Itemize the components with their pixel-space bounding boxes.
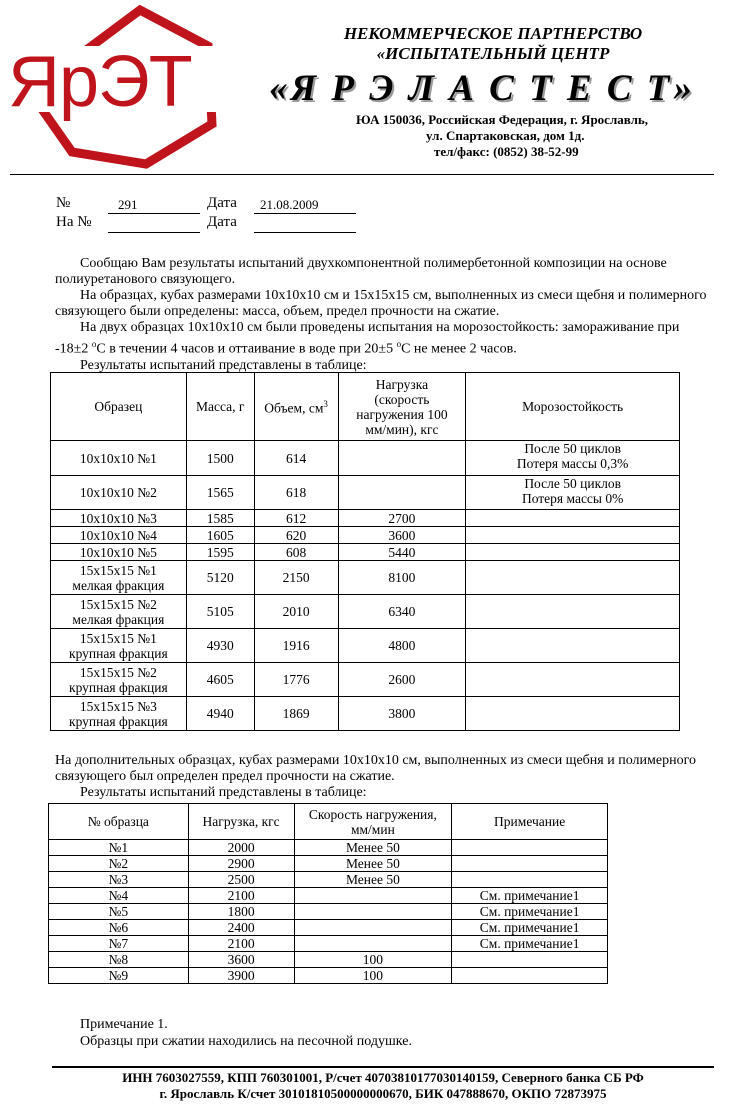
table1-cell-mass: 1605 [186, 527, 254, 544]
logo-text: ЯрЭТ [8, 42, 192, 122]
table1-row [51, 441, 680, 476]
table1-cell-load: 6340 [338, 595, 466, 629]
table1-cell-mass: 4605 [186, 663, 254, 697]
intro-text [55, 256, 710, 374]
table2-row [49, 968, 608, 984]
table2-cell-speed: 100 [294, 952, 452, 968]
doc-date-value: 21.08.2009 [260, 197, 319, 212]
table1-header-frost: Морозостойкость [466, 373, 680, 441]
table2-cell-load: 3600 [188, 952, 294, 968]
table1-cell-volume: 612 [254, 510, 338, 527]
table1-cell-sample: 10х10х10 №5 [51, 544, 187, 561]
table1-cell-sample: 10х10х10 №3 [51, 510, 187, 527]
table1-cell-mass: 1585 [186, 510, 254, 527]
table2-cell-note [452, 952, 608, 968]
results-table-2 [48, 803, 608, 984]
intro-paragraph-3: На двух образцах 10х10х10 см были проведены испытания на морозостойкость: замораживание при -18±2 $^о$С в течении 4 часов и оттаивание в воде при 20±5 $^о$С не менее 2 часов. [55, 320, 680, 357]
table1-cell-sample: 10х10х10 №2 [51, 476, 187, 510]
table1-cell-volume: 620 [254, 527, 338, 544]
middle-text [55, 753, 710, 801]
ref-date-field [254, 216, 356, 233]
table1-row [51, 527, 680, 544]
table2-cell-no: №3 [49, 872, 189, 888]
table2-cell-no: №2 [49, 856, 189, 872]
table1-row [51, 544, 680, 561]
middle-paragraph-1: На дополнительных образцах, кубах размерами 10х10х10 см, выполненных из смеси щебня и полимерного связующего был определен предел прочности на сжатие. [55, 753, 696, 784]
table1-cell-frost [466, 561, 680, 595]
table1-cell-mass: 1595 [186, 544, 254, 561]
table2-cell-no: №6 [49, 920, 189, 936]
middle-paragraph-2: Результаты испытаний представлены в таблице: [80, 785, 367, 800]
table2-cell-speed: Менее 50 [294, 856, 452, 872]
table2-row [49, 920, 608, 936]
table1-cell-mass: 1565 [186, 476, 254, 510]
table2-cell-no: №4 [49, 888, 189, 904]
table2-cell-speed: Менее 50 [294, 872, 452, 888]
table1-cell-frost [466, 629, 680, 663]
intro-paragraph-1: Сообщаю Вам результаты испытаний двухкомпонентной полимербетонной композиции на основе полиуретанового связующего. [55, 256, 667, 287]
table2-cell-no: №1 [49, 840, 189, 856]
table1-header-mass: Масса, г [186, 373, 254, 441]
table2-cell-no: №7 [49, 936, 189, 952]
table1-cell-load: 4800 [338, 629, 466, 663]
table1-cell-volume: 1776 [254, 663, 338, 697]
table1-cell-frost [466, 697, 680, 731]
table1-cell-frost [466, 663, 680, 697]
table1-cell-mass: 4930 [186, 629, 254, 663]
table1-cell-sample: 10х10х10 №4 [51, 527, 187, 544]
table1-cell-mass: 5120 [186, 561, 254, 595]
table1-cell-frost [466, 527, 680, 544]
table1-cell-load: 3800 [338, 697, 466, 731]
doc-date-label: Дата [207, 195, 237, 211]
table1-cell-frost [466, 595, 680, 629]
note-text: Образцы при сжатии находились на песочной подушке. [80, 1034, 412, 1049]
table1-row [51, 663, 680, 697]
table1-cell-load: 3600 [338, 527, 466, 544]
table1-cell-sample: 15х15х15 №2 крупная фракция [51, 663, 187, 697]
table1-header-row [51, 373, 680, 441]
org-partnership-line: НЕКОММЕРЧЕСКОЕ ПАРТНЕРСТВО [343, 24, 643, 43]
table2-cell-load: 2000 [188, 840, 294, 856]
table1-row [51, 510, 680, 527]
table1-cell-frost: После 50 циклов Потеря массы 0% [466, 476, 680, 510]
table1-cell-sample: 10х10х10 №1 [51, 441, 187, 476]
table1-cell-volume: 2010 [254, 595, 338, 629]
table2-cell-load: 2500 [188, 872, 294, 888]
table2-row [49, 840, 608, 856]
table2-cell-speed [294, 904, 452, 920]
table2-cell-note [452, 872, 608, 888]
table1-cell-frost [466, 544, 680, 561]
table1-header-sample: Образец [51, 373, 187, 441]
table1-cell-load: 5440 [338, 544, 466, 561]
doc-number-value: 291 [118, 197, 138, 212]
table2-row [49, 904, 608, 920]
table2-cell-no: №8 [49, 952, 189, 968]
table2-cell-note [452, 856, 608, 872]
intro-paragraph-2: На образцах, кубах размерами 10х10х10 см и 15х15х15 см, выполненных из смеси щебня и полимерного связующего были определены: масса, объем, предел прочности на сжатие. [55, 288, 707, 319]
table1-cell-sample: 15х15х15 №1 мелкая фракция [51, 561, 187, 595]
table1-cell-volume: 2150 [254, 561, 338, 595]
table1-cell-mass: 5105 [186, 595, 254, 629]
footer-line-2: г. Ярославль К/счет 30101810500000000670, БИК 047888670, ОКПО 72873975 [159, 1086, 607, 1101]
table2-row [49, 936, 608, 952]
note-title: Примечание 1. [80, 1017, 168, 1032]
doc-number-field [108, 197, 200, 214]
table2-cell-note: См. примечание1 [452, 936, 608, 952]
table2-header-note: Примечание [452, 804, 608, 840]
intro-paragraph-4: Результаты испытаний представлены в таблице: [80, 357, 367, 373]
table1-cell-frost [466, 510, 680, 527]
table2-cell-note: См. примечание1 [452, 920, 608, 936]
table1-cell-sample: 15х15х15 №1 крупная фракция [51, 629, 187, 663]
table1-cell-load: 2600 [338, 663, 466, 697]
table2-row [49, 856, 608, 872]
table1-row [51, 561, 680, 595]
table2-cell-speed [294, 888, 452, 904]
table2-cell-load: 2100 [188, 888, 294, 904]
table1-cell-frost: После 50 циклов Потеря массы 0,3% [466, 441, 680, 476]
table2-cell-speed [294, 920, 452, 936]
address-line-2: ул. Спартаковская, дом 1д. [426, 128, 585, 143]
table1-cell-load [338, 476, 466, 510]
table2-row [49, 888, 608, 904]
table1-header-load: Нагрузка (скорость нагружения 100 мм/мин), кгс [338, 373, 466, 441]
table2-header-no: № образца [49, 804, 189, 840]
org-center-line: «ИСПЫТАТЕЛЬНЫЙ ЦЕНТР [376, 44, 610, 63]
table2-cell-speed [294, 936, 452, 952]
note-block [55, 1016, 710, 1050]
table1-cell-volume: 1916 [254, 629, 338, 663]
table1-row [51, 476, 680, 510]
table2-header-speed: Скорость нагружения, мм/мин [294, 804, 452, 840]
table2-cell-no: №9 [49, 968, 189, 984]
table1-cell-load [338, 441, 466, 476]
ref-date-label: Дата [207, 214, 237, 230]
table2-header-row [49, 804, 608, 840]
table1-cell-volume: 608 [254, 544, 338, 561]
table2-cell-no: №5 [49, 904, 189, 920]
address-line-1: ЮА 150036, Российская Федерация, г. Ярославль, [356, 112, 649, 127]
table1-cell-load: 8100 [338, 561, 466, 595]
footer-divider [52, 1066, 714, 1068]
table1-cell-volume: 1869 [254, 697, 338, 731]
footer-line-1: ИНН 7603027559, КПП 760301001, Р/счет 40703810177030140159, Северного банка СБ РФ [122, 1070, 644, 1085]
table1-header-volume: Объем, $см^3$ [254, 373, 338, 441]
table1-cell-volume: 614 [254, 441, 338, 476]
table1-cell-volume: 618 [254, 476, 338, 510]
table1-cell-sample: 15х15х15 №2 мелкая фракция [51, 595, 187, 629]
ref-number-label: На № [56, 214, 92, 230]
ref-number-field [108, 216, 200, 233]
table2-header-load: Нагрузка, кгс [188, 804, 294, 840]
table2-row [49, 872, 608, 888]
table1-row [51, 595, 680, 629]
table2-row [49, 952, 608, 968]
table2-cell-load: 1800 [188, 904, 294, 920]
table2-cell-note: См. примечание1 [452, 904, 608, 920]
table1-cell-mass: 4940 [186, 697, 254, 731]
table2-cell-speed: 100 [294, 968, 452, 984]
org-name: «Я Р Э Л А С Т Е С Т» [269, 68, 695, 109]
table2-cell-load: 3900 [188, 968, 294, 984]
results-table-1 [50, 372, 680, 731]
table2-cell-note [452, 840, 608, 856]
table2-cell-load: 2100 [188, 936, 294, 952]
table2-cell-note: См. примечание1 [452, 888, 608, 904]
company-logo [2, 2, 234, 172]
table1-row [51, 697, 680, 731]
table2-cell-note [452, 968, 608, 984]
phone-fax: тел/факс: (0852) 38-52-99 [434, 144, 579, 159]
doc-date-field [254, 197, 356, 214]
table2-cell-load: 2400 [188, 920, 294, 936]
table1-cell-sample: 15х15х15 №3 крупная фракция [51, 697, 187, 731]
table2-cell-speed: Менее 50 [294, 840, 452, 856]
table1-cell-mass: 1500 [186, 441, 254, 476]
header-divider [10, 174, 714, 175]
table1-cell-load: 2700 [338, 510, 466, 527]
doc-number-label: № [56, 195, 71, 211]
table2-cell-load: 2900 [188, 856, 294, 872]
table1-row [51, 629, 680, 663]
